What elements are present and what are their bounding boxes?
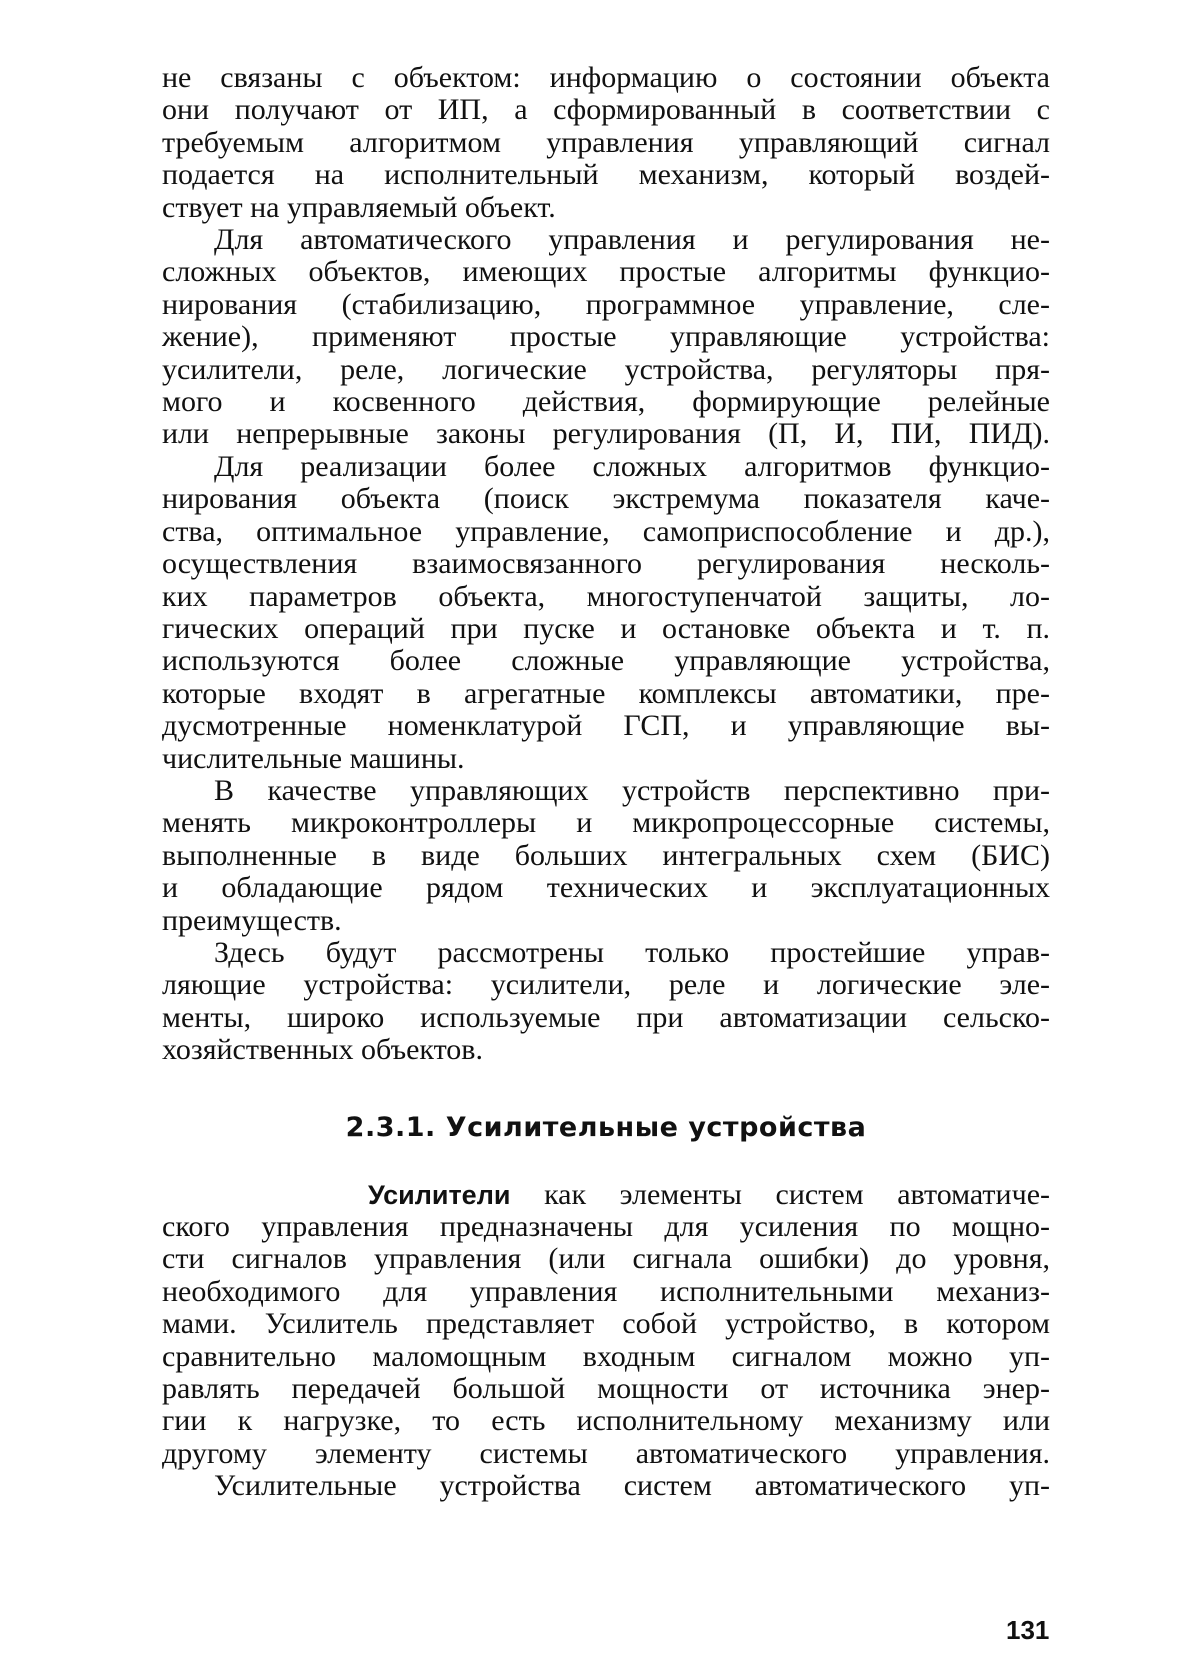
text-line xyxy=(162,1179,1050,1211)
text-line: ствует на управляемый объект. xyxy=(162,190,556,224)
text-line: равлять передачей большой мощности от источника энер- xyxy=(162,1372,1050,1406)
text-line: используются более сложные управляющие устройства, xyxy=(162,644,1050,678)
text-line: мого и косвенного действия, формирующие релейные xyxy=(162,385,1050,419)
text-line: осуществления взаимосвязанного регулирования несколь- xyxy=(162,547,1050,581)
text-line: преимуществ. xyxy=(162,903,342,937)
text-line: подается на исполнительный механизм, который воздей- xyxy=(162,158,1050,192)
text-line: дусмотренные номенклатурой ГСП, и управляющие вы- xyxy=(162,709,1050,743)
text-line: Усилительные устройства систем автоматического уп- xyxy=(214,1469,1050,1503)
text-line: ляющие устройства: усилители, реле и логические эле- xyxy=(162,968,1050,1002)
text-line: сравнительно маломощным входным сигналом можно уп- xyxy=(162,1339,1050,1373)
text-line: Для реализации более сложных алгоритмов функцио- xyxy=(214,449,1050,483)
text-line: числительные машины. xyxy=(162,741,465,775)
bold-term: Усилители xyxy=(368,1179,511,1210)
text-line: жение), применяют простые управляющие устройства: xyxy=(162,320,1050,354)
text-line: Для автоматического управления и регулирования не- xyxy=(214,223,1050,257)
text-fragment: как элементы систем автоматиче- xyxy=(510,1177,1050,1211)
text-line: или непрерывные законы регулирования (П, И, ПИ, ПИД). xyxy=(162,417,1050,451)
text-line: они получают от ИП, а сформированный в соответствии с xyxy=(162,93,1050,127)
section-heading xyxy=(162,1111,1050,1145)
text-line: и обладающие рядом технических и эксплуатационных xyxy=(162,871,1050,905)
text-line: мами. Усилитель представляет собой устройство, в котором xyxy=(162,1307,1050,1341)
text-line: необходимого для управления исполнительными механиз- xyxy=(162,1274,1050,1308)
paragraph-1 xyxy=(162,62,1050,224)
text-line: хозяйственных объектов. xyxy=(162,1033,483,1067)
section-title: Усилительные устройства xyxy=(445,1111,867,1143)
text-line: гических операций при пуске и остановке объекта и т. п. xyxy=(162,611,1050,645)
text-line: гии к нагрузке, то есть исполнительному механизму или xyxy=(162,1404,1050,1438)
text-line: сти сигналов управления (или сигнала ошибки) до уровня, xyxy=(162,1242,1050,1276)
page-number: 131 xyxy=(1006,1615,1050,1645)
text-line: Здесь будут рассмотрены только простейшие управ- xyxy=(214,935,1050,969)
paragraph-2 xyxy=(162,224,1050,451)
text-line: нирования объекта (поиск экстремума показателя каче- xyxy=(162,482,1050,516)
text-line: менты, широко используемые при автоматизации сельско- xyxy=(162,1000,1050,1034)
text-line: не связаны с объектом: информацию о состоянии объекта xyxy=(162,61,1050,94)
text-line: В качестве управляющих устройств перспективно при- xyxy=(214,773,1050,807)
text-line: менять микроконтроллеры и микропроцессорные системы, xyxy=(162,806,1050,840)
text-line: ства, оптимальное управление, самоприспособление и др.), xyxy=(162,514,1050,548)
text-line: сложных объектов, имеющих простые алгоритмы функцио- xyxy=(162,255,1050,289)
text-line: другому элементу системы автоматического управления. xyxy=(162,1436,1050,1470)
page-body xyxy=(162,62,1050,1503)
section-paragraph-2 xyxy=(162,1470,1050,1502)
paragraph-5 xyxy=(162,937,1050,1067)
text-line: выполненные в виде больших интегральных схем (БИС) xyxy=(162,838,1050,872)
text-line: усилители, реле, логические устройства, регуляторы пря- xyxy=(162,352,1050,386)
paragraph-3 xyxy=(162,451,1050,775)
text-line: требуемым алгоритмом управления управляющий сигнал xyxy=(162,125,1050,159)
paragraph-4 xyxy=(162,775,1050,937)
text-line: ского управления предназначены для усиления по мощно- xyxy=(162,1210,1050,1243)
text-line: которые входят в агрегатные комплексы автоматики, пре- xyxy=(162,676,1050,710)
text-line: ких параметров объекта, многоступенчатой защиты, ло- xyxy=(162,579,1050,613)
text-line: нирования (стабилизацию, программное управление, сле- xyxy=(162,287,1050,321)
section-paragraph-1 xyxy=(162,1179,1050,1471)
section-number: 2.3.1. xyxy=(345,1111,436,1143)
